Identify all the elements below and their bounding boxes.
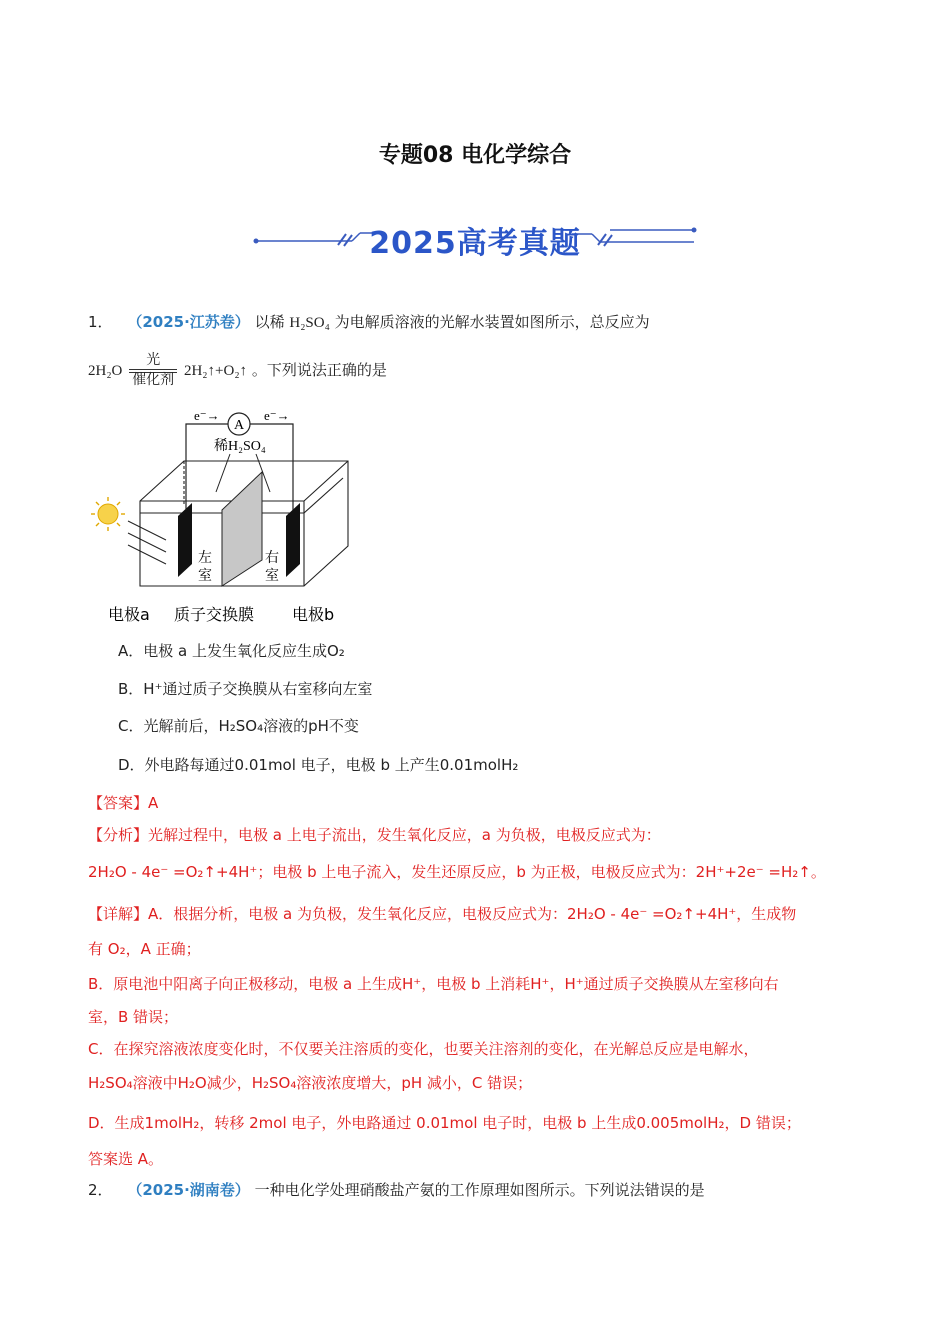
section-banner [250,212,700,262]
sun-icon [91,497,125,531]
condition-top: 光 [146,352,161,368]
ammeter-label: A [234,418,245,433]
detail-line-4: 室，B 错误； [88,1008,179,1026]
electron-arrow-right: e⁻→ [264,408,290,423]
reaction-equation [88,350,387,390]
stem-text: 一种电化学处理硝酸盐产氨的工作原理如图所示。下列说法错误的是 [254,1181,705,1199]
stem-text: 为电解质溶液的光解水装置如图所示，总反应为 [334,313,650,331]
detail-line-6: H₂SO₄溶液中H₂O减少，H₂SO₄溶液浓度增大，pH 减小，C 错误； [88,1074,533,1092]
analysis-line-1: 【分析】光解过程中，电极 a 上电子流出，发生氧化反应，a 为负极，电极反应式为： [88,826,661,844]
option-d[interactable]: D．外电路每通过0.01mol 电子，电极 b 上产生0.01molH₂ [118,756,519,774]
banner-title: 2025高考真题 [369,226,581,261]
detail-line-1: 【详解】A．根据分析，电极 a 为负极，发生氧化反应，电极反应式为：2H₂O - 4e⁻ =O₂↑+4H⁺，生成物 [88,905,797,923]
stem-formula: H₂SO₄ [289,315,330,331]
label-electrode-b: 电极b [292,605,335,624]
question-source: （2025·江苏卷） [127,313,250,331]
option-a[interactable]: A．电极 a 上发生氧化反应生成O₂ [118,642,345,660]
svg-text:室: 室 [198,568,212,584]
question-source: （2025·湖南卷） [127,1181,250,1199]
question-1-stem [88,312,650,333]
option-c[interactable]: C．光解前后，H₂SO₄溶液的pH不变 [118,717,359,735]
svg-text:右: 右 [265,550,279,566]
detail-line-7: D．生成1molH₂，转移 2mol 电子，外电路通过 0.01mol 电子时，电极 b 上生成0.005molH₂，D 错误； [88,1114,801,1132]
question-number: 1． [88,313,113,331]
equation-condition [129,353,177,389]
question-2-stem [88,1180,705,1200]
membrane [222,472,262,586]
stem-text: 以稀 [254,313,285,331]
electrode-b [286,503,300,577]
label-membrane: 质子交换膜 [174,605,255,624]
electrode-a [178,503,192,577]
question-number: 2． [88,1181,113,1199]
electrolysis-diagram [88,406,363,634]
detail-line-3: B．原电池中阳离子向正极移动，电极 a 上生成H⁺，电极 b 上消耗H⁺，H⁺通过质子交换膜从左室移向右 [88,975,779,993]
electron-arrow-left: e⁻→ [194,408,220,423]
stem-text: 。下列说法正确的是 [251,361,387,379]
solution-label: 稀H₂SO₄ [214,439,266,454]
analysis-line-2: 2H₂O - 4e⁻ =O₂↑+4H⁺；电极 b 上电子流入，发生还原反应，b 为正极，电极反应式为：2H⁺+2e⁻ =H₂↑。 [88,863,826,881]
detail-line-8: 答案选 A。 [88,1150,164,1168]
condition-bottom: 催化剂 [132,372,175,388]
option-b[interactable]: B．H⁺通过质子交换膜从右室移向左室 [118,680,373,698]
svg-text:室: 室 [265,568,279,584]
cell-figure [88,406,363,634]
svg-text:左: 左 [198,550,212,566]
label-electrode-a: 电极a [108,605,150,624]
equation-right: 2H₂↑+O₂↑ [183,363,248,379]
page-title: 专题08 电化学综合 [378,143,572,168]
detail-line-5: C．在探究溶液浓度变化时，不仅要关注溶质的变化，也要关注溶剂的变化，在光解总反应是电解水， [88,1040,759,1058]
answer-text: 【答案】A [88,794,159,812]
equation-left: 2H₂O [88,363,123,379]
detail-line-2: 有 O₂，A 正确； [88,940,201,958]
